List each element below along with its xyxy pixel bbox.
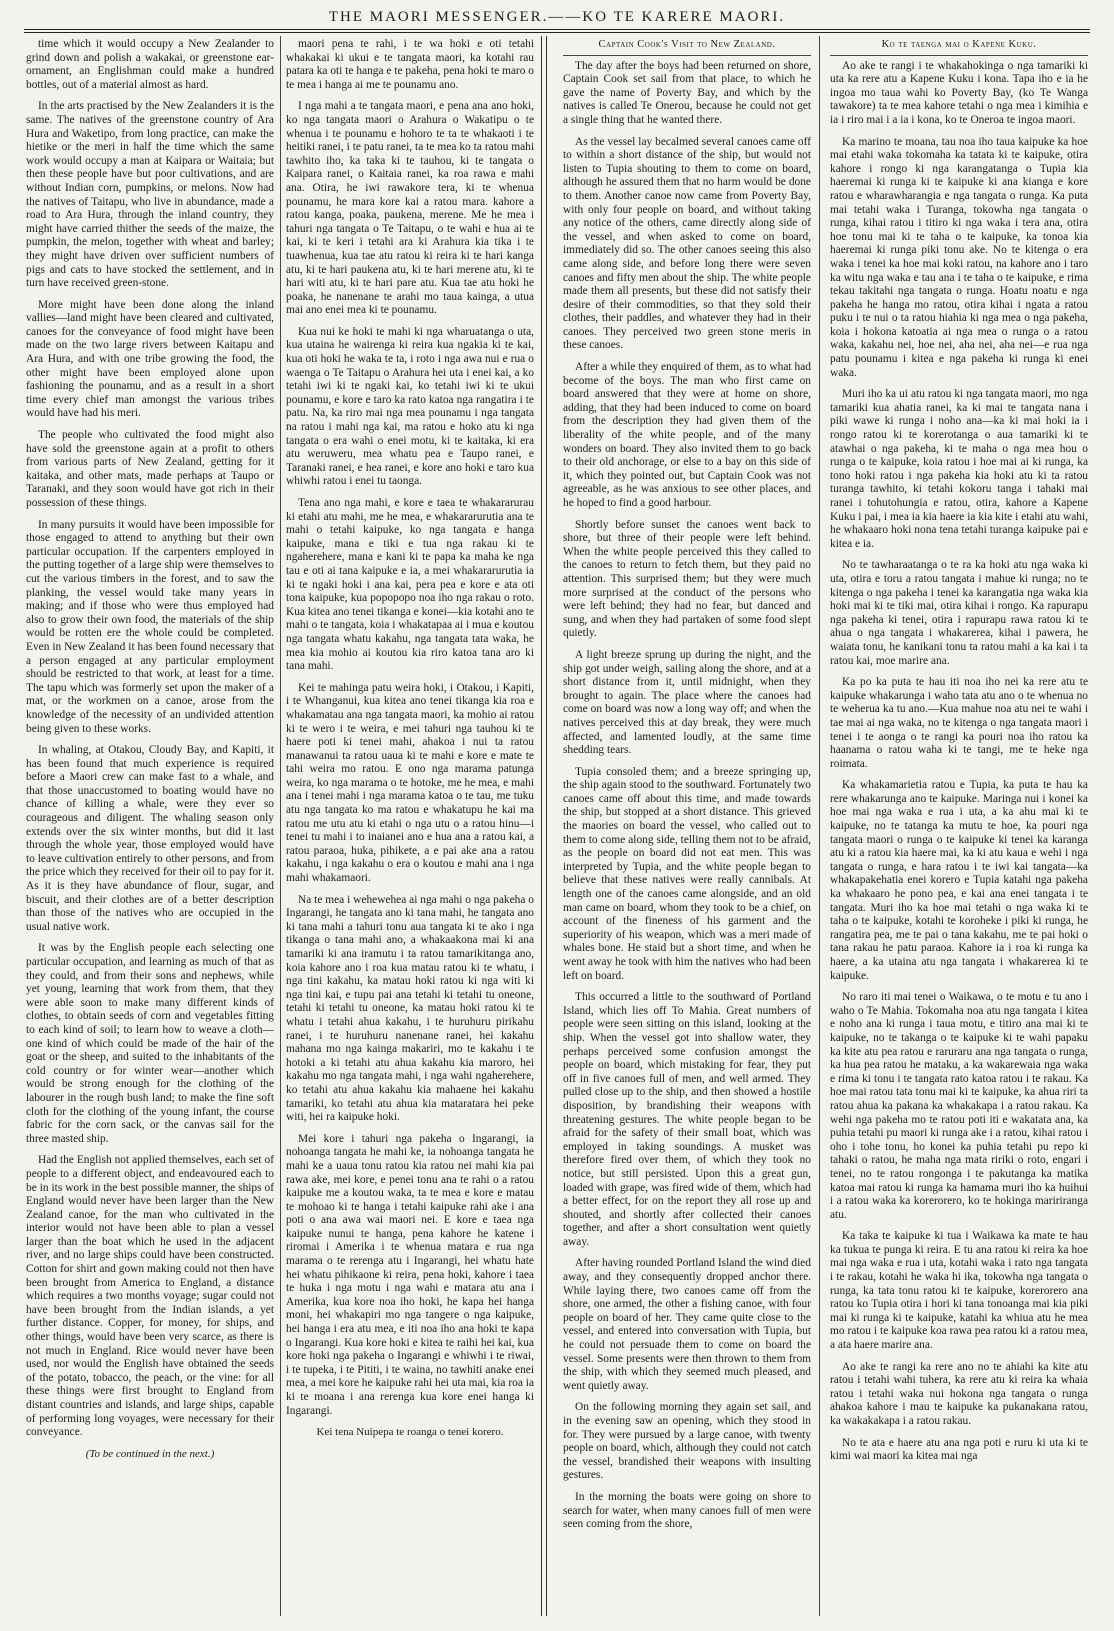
paragraph: Kua nui ke hoki te mahi ki nga wharuatanga o uta, kua utaina he wairenga ki reira kua ngakia ki te kai, kua oti hoki he waka te ta, i roto i nga awa nui e rua o waenga o Te Taitapu o Arahura hei uta i enei kai, a ko tetahi iwi ki te ngaki kai, ko tetahi iwi ki te ukui pounamu, e kore e taro ka rato katoa nga rangatira i te patu. Na, ka riro mai nga mea pounamu i nga tangata na ratou i mahi nga kai, ma ratou e hoko atu ki nga tangata o era wahi o enei motu, ki te kaitaka, ki era atu weruweru, mea whatu pea e Taupo ranei, e Taranaki ranei, e hea ranei, e kore ano hoki e taro kua whiwhi ratou i enei tu taonga. <box>286 325 534 488</box>
paragraph: The people who cultivated the food might also have sold the greenstone again at a profit to others from various parts of New Zealand, getting for it kaitaka, and other mats, made perhaps at Taupo or Taranaki, and they soon would have got rich in their possession of these things. <box>26 429 274 509</box>
paragraph: No te ata e haere atu ana nga poti e ruru ki uta ki te kimi wai maori ka kitea mai nga <box>830 1436 1088 1463</box>
paragraph: In the arts practised by the New Zealanders it is the same. The natives of the greenstone country of Ara Hura and Waketipo, from long practice, can make the hietike or the meri in half the time which the same work would occupy a man at Kaipara or Waitaia; but then these people have but poor cultivations, and are without Indian corn, pumpkins, or melons. Now had the natives of Taitapu, who live in abundance, made a road to Ara Hura, through the inland country, they might have carried thither the seeds of the maize, the pumpkin, the melon, together with wheat and barley; they might have driven over sufficient numbers of pigs and cats to have stocked the settlement, and in turn have received green-stone. <box>26 100 274 290</box>
column-divider <box>819 36 820 1616</box>
paragraph: Shortly before sunset the canoes went back to shore, but three of their people were left behind. When the white people perceived this they called to the canoes to return to fetch them, but they paid no attention. This surprised them; but they were much more surprised at the conduct of the persons who were left behind; they had no fear, but danced and sung, and when they had partaken of some food slept quietly. <box>563 518 811 640</box>
paragraph: Kei te mahinga patu weira hoki, i Otakou, i Kapiti, i te Whanganui, kua kitea ano tenei tikanga kia roa e whakamatau ana nga tangata maori, ka mohio ai ratou ki te wero i te weira, e mei tahuri nga tauhou ki te haere poti ki tenei mahi, ahakoa i nui ta ratou manawanui ta ratou uaua ki te mahi e kore e mate te tahi weira mo ratou. E ono nga marama patunga weira, ko nga marama o te hotoke, me he mea, e mahi ana i tenei mahi i nga marama katoa o te tau, me tuku atu nga tangata ko ma ratou e whakatupu he kai ma ratou me utu atu ki etahi o nga utu o a ratou hinu—i tenei tu mahi i to inaianei ano e hua ana a ratou kai, a ratou paraoa, huka, pihikete, a e pai ake ana a ratou kakahu, i nga kakahu o era o koutou e mahi ana i nga mahi whakamaori. <box>286 681 534 885</box>
article-heading: Captain Cook's Visit to New Zealand. <box>563 38 811 56</box>
paragraph: Na te mea i wehewehea ai nga mahi o nga pakeha o Ingarangi, he tangata ano ki tana mahi, he tangata ano ki tana mahi a tahuri tonu aua tangata ki te ako i nga tikanga o tana mahi ano, a whakaakona mai ki ana tamariki ki ana iramutu i ta ratou tamarikitanga ano, koia kahore ano i roa kua matau ratou ki te whatu, i nga tini kakahu, ka matau hoki ratou ki nga witi ki nga tini kai, e tupu pai ana tetahi ki tetahi tu oneone, tetahi ki tetahi tu oneone, ka matau hoki ratou ki te whatu i tetahi ahua kakahu, i te huruhuru pirikahu ranei, i te huruhuru nanenane ranei, hei kakahu mahana mo nga kainga makariri, mo te kakahu i te hotoki a ki tetahi atu ahua kakahu kia maroro, hei kakahu mo nga tangata mahi, i nga wahi ngaherehere, ko tetahi atu ahua kakahu kia mahaene hei kakahu tamariki, ko tetahi atu ahua kia mataratara hei peke witi, hei ra kaipuke hoki. <box>286 893 534 1124</box>
column-2-maori <box>286 38 534 1613</box>
column-divider-double <box>541 36 542 1616</box>
article-heading: Ko te taenga mai o Kapene Kuku. <box>830 38 1088 56</box>
paragraph: No raro iti mai tenei o Waikawa, o te motu e tu ano i waho o Te Mahia. Tokomaha noa atu nga tangata i kitea e noho ana ki runga i taua motu, e titiro ana mai ki te kaipuke, no te takanga o te kaipuke ki te wahi papaku ka kite atu pea ratou e raruraru ana nga tangata o runga, ka hua pea ratou he mataku, a ka wakarewaia nga waka e rima ki tonu i te tangata rato katoa ratou i te rakau. Ka hoe mai ratou tata tonu mai ki te kaipuke, ka ahua riri ta ratou ahua ka pakana ka whakakapa i a ratou rakau. Ka wehi nga pakeha mo te ratou poti iti e wakatata ana, ka puhia tetahi pu maori ki runga ake i a ratou, kihai ratou i oho i tohe tonu, ho konei ka puhia tetahi pu repo ki tahaki o ratou, he maha nga mata ririki o roto, engari i tenei, no te ratou rongonga i te pakutanga ka matika katoa mai ratou ki runga ka hamama muri iho ka huihui i a ratou waka ka korerorero, ko te hokinga maririranga atu. <box>830 991 1088 1221</box>
masthead-rule <box>24 29 1090 30</box>
paragraph: Ka marino te moana, tau noa iho taua kaipuke ka hoe mai etahi waka tokomaha ka tatata ki te kaipuke, otira kahore i rongo ki nga karangatanga o Tupia kia haeremai ki runga ki te kaipuke ki ana kianga e kore ratou e wharawharangia e nga tangata o runga. Ka puta mai tetahi waka i Turanga, tokowha nga tangata o runga, kihai ratou i titiro ki nga waka i tera ana, otira hoe tonu mai ki te taha o te kaipuke, ka tonoa kia haeremai ki runga piki tonu ake. No te kitenga o era waka i tenei ka hoe mai koki ratou, na kahore ano i taro ka witu nga waka e tau ana i te taha o te kaipuke, e rima tekau takitahi nga tangata o runga. Hoatu noatu e nga pakeha he hanga mo ratou, otira kihai i ngata a ratou puku i te nui o ta ratou hiahia ki nga mea o nga pakeha, koia i hokona katoatia ai nga mea o runga o a ratou waka, kakahu nei, hoe nei, aha nei, aha nei—e rua nga patu pounamu i kitea e nga pakeha ki runga ki enei waka. <box>830 135 1088 379</box>
paragraph: It was by the English people each selecting one particular occupation, and learning as much of that as they could, and from their sons and nephews, while yet young, learning that work from them, that they were able soon to make many different kinds of clothes, to obtain seeds of corn and vegetables fitting to each kind of soil; to learn how to weave a cloth—one kind of which could be made of the hair of the goat or the sheep, and suited to the inhabitants of the cold country or for winter wear—another which would be strong enough for the clothing of the labourer in the rough bush land; to make the fine soft cloth for the clothing of the young infant, the course fabric for the corn sack, or the canvas sail for the three masted ship. <box>26 942 274 1145</box>
paragraph: The day after the boys had been returned on shore, Captain Cook set sail from that place, to which he gave the name of Poverty Bay, and which by the natives is called Te Onerou, because he could not get a single thing that he wanted there. <box>563 59 811 126</box>
paragraph: Ka po ka puta te hau iti noa iho nei ka rere atu te kaipuke whakarunga i waho tata atu ano o te whenua no te weherua ka tu ano.—Kua mahue noa atu nei te wahi i tae mai ai nga waka, no te kitenga o nga tangata maori i tenei i te aonga o te rangi ka pouri noa iho ratou ka haanama o ratou waha ki te tangi, me te heke nga roimata. <box>830 676 1088 770</box>
paragraph: I nga mahi a te tangata maori, e pena ana ano hoki, ko nga tangata maori o Arahura o Wakatipu o te whenua i te pounamu e hohoro te ta te whakaoti i te heitiki ranei, i te patu ranei, ta te mea ko ta ratou mahi tawhito iho, ka taka ki te tauhou, ki te tangata o Kaipara ranei, o Kaitaia ranei, ka roa rawa e mahi ana. Otira, he iwi rawakore tera, ki te whenua pounamu, he mara kore kai a ratou mara. kahore a ratou kanga, poaka, paukena, merene. Me he mea i tahuri nga tangata o Te Taitapu, o te wahi e hua ai te kai, ki te keri i tetahi ara ki Arahura kia tika i te tuawhenua, kua tae atu ratou ki reira ki te hari kanga atu, ki te hari paukena atu, ki te hari merene atu, ki te hari witi atu, ki te hari pare atu. Kua tae atu hoki he poaka, he nanenane te arahi mo taua kainga, a utua mai ano enei mea ki te pounamu. <box>286 100 534 317</box>
paragraph: Mei kore i tahuri nga pakeha o Ingarangi, ia nohoanga tangata he mahi ke, ia nohoanga tangata he mahi ke a uaua tonu ratou kia ratou nei mahi kia pai rawa ake, mei kore, e penei tonu ana te rahi o a ratou kaipuke me a koutou waka, ta te mea e kore e matau te mohoao ki te hanga i tetahi kaipuke rahi ake i ana poti o ana awa wai maori nei. E kore e taea nga kaipuke nunui te hanga, pena kahore he katene i riromai i Amerika i te whenua matara e rua nga marama o te rerenga atu i Ingarangi, hei whatu hate hei whatu pihikaone ki reira, pena hoki, kahore i taea te huka i nga motu i nga wahi e matara atu ana i Amerika, kua kore noa iho hoki, he kapa hei hanga moni, hei whakapiri mo nga tangere o nga kaipuke, hei hanga i era atu mea, e iti noa iho ana hoki te kapa o Ingarangi. Kua kore hoki e kitea te raihi hei kai, kua kore hoki nga pakeha o Ingarangi e whiwhi i te riwai, i te tupeka, i te Pititi, i te waina, no tawhiti anake enei mea, a mei kore he kaipuke rahi hei uta mai, kia roa ia ki te moana i ana rerenga kua kore enei hanga ki Ingarangi. <box>286 1132 534 1417</box>
paragraph: This occurred a little to the southward of Portland Island, which lies off To Mahia. Great numbers of people were seen sitting on this island, looking at the ship. When the vessel got into shallow water, they perhaps perceived some confusion amongst the people on board, which mistaking for fear, they put off in five canoes full of men, and well armed. They pulled close up to the ship, and then showed a hostile disposition, by brandishing their weapons with threatening gestures. The white people began to be afraid for the safety of their small boat, which was employed in taking soundings. A musket was therefore fired over them, of which they took no notice, but still persisted. Upon this a great gun, loaded with grape, was fired wide of them, which had a better effect, for on the report they all rose up and shouted, and shortly after collected their canoes together, and after a short consultation went quietly away. <box>563 991 811 1248</box>
masthead: THE MAORI MESSENGER.——KO TE KARERE MAORI. <box>328 9 786 25</box>
column-4-maori <box>830 38 1088 1613</box>
paragraph: As the vessel lay becalmed several canoes came off to within a short distance of the ship, but would not listen to Tupia shouting to them to come on board, although he assured them that no harm would be done to them. Another canoe now came from Poverty Bay, with only four people on board, and without taking any notice of the others, came directly along side of the vessel, and when asked to come on board, immediately did so. The other canoes seeing this also came along side, and before long there were seven canoes and fifty men about the ship. The white people made them all presents, but these did not satisfy their desire of their commodities, so that they sold their clothes, their paddles, and whatever they had in their canoes. They perceived two green stone meris in these canoes. <box>563 135 811 352</box>
column-divider <box>280 36 281 1616</box>
paragraph: Muri iho ka ui atu ratou ki nga tangata maori, mo nga tamariki kua ahatia ranei, ka ki mai te tangata nana i piki wawe ki runga i noho ana—ka ki mai hoki ia i rongo ratou ki te korerotanga o aua tamariki ki te atawhai o nga pakeha, ki te maha o nga mea hou o runga o te kaipuke, koia ratou i hoe mai ai ki runga, ka tono hoki ratou i nga pakeha kia hoki atu ki ta ratou turanga tawhito, ki tetahi kokoru tanga i tahaki mai ranei i tohutohungia e ratou, otira, kahore a Kapene Kuku i pai, i mea ia kia haere ia kia kite i etahi atu wahi, he whakaaro hoki nona tena tetahi turanga kaipuke pai e kitea e ia. <box>830 388 1088 550</box>
paragraph: Ao ake te rangi i te whakahokinga o nga tamariki ki uta ka rere atu a Kapene Kuku i kona. Tapa iho e ia he ingoa mo taua wahi ko Poverty Bay, (ko Te Wanga tawakore) ta te mea kahore tetahi o nga mea i kimihia e ia i riro mai i a ia i kona, ko te Oneroa te ingoa maori. <box>830 59 1088 126</box>
paragraph: In whaling, at Otakou, Cloudy Bay, and Kapiti, it has been found that much experience is required before a Maori crew can make fast to a whale, and that those unaccustomed to boating would have no chance of killing a whale, were they ever so courageous and diligent. The whaling season only extends over the six winter months, but did it last through the whole year, those employed would have to leave cultivation entirely to other persons, and from the price which they received for their oil to pay for it. As it is they have abundance of flour, sugar, and biscuit, and their clothes are of a better description than those of the natives who are occupied in the usual native work. <box>26 744 274 933</box>
paragraph: On the following morning they again set sail, and in the evening saw an opening, which they stood in for. They were pursued by a large canoe, with twenty people on board, which, although they could not catch the vessel, brandished their weapons with insulting gestures. <box>563 1401 811 1482</box>
paragraph: No te tawharaatanga o te ra ka hoki atu nga waka ki uta, otira e toru a ratou tangata i mahue ki runga; no te kitenga o nga pakeha i tenei ka karangatia nga waka kia hoki mai ki te tiki mai, otira kihai i rongo. Ka rapurapu nga pakeha ki tenei, otira i rapurapu rawa ratou ki te ahua o nga tangata i whakarerea, kihai i pawera, he waiata tonu, he kanikani tonu ta ratou mahi a ka kai i ta ratou kai, moe marire ana. <box>830 559 1088 667</box>
paragraph: Ao ake te rangi ka rere ano no te ahiahi ka kite atu ratou i tetahi wahi tuhera, ka rere atu ki reira ka whaia ratou i tetahi waka nui hokona nga tangata o runga ahakoa kahore i mau te kaipuke ka pukanakana ratou, ka wakakakapa i a ratou rakau. <box>830 1360 1088 1427</box>
paragraph: Ka whakamarietia ratou e Tupia, ka puta te hau ka rere whakarunga ano te kaipuke. Maringa nui i konei ka hoe mai nga waka e rua i uta, a ka ahu mai ki te kaipuke, no te tatanga ka mutu te hoe, ka pouri nga tangata maori o runga o te kaipuke ki tenei ka karanga atu ki a ratou kia haere mai, ka ki atu kaua e wehi i nga tangata o runga, e hara ratou i te iwi kai tangata—ka whakapakehatia enei korero e Tupia katahi nga pakeha ka whakaaro he pono pea, e kai ana enei tangata i te tangata. Muri iho ka hoe mai tetahi o nga waka ki te taha o te kaipuke, kotahi te koroheke i piki ki runga, he rangatira pea, me te pai o tana kakahu, me te pai hoki o tana rakau he patu paraoa. Kahore ia i roa ki runga ka haere, a ka utaina atu nga tangata i whakarerea ki te kaipuke. <box>830 779 1088 982</box>
paragraph: maori pena te rahi, i te wa hoki e oti tetahi whakakai ki ukui e te tangata maori, ka kotahi rau patara ka oti te hanga e te pakeha, pena hoki te maro o te mea i hanga ai me te pounamu ano. <box>286 38 534 91</box>
paragraph: Had the English not applied themselves, each set of people to a different object, and endeavoured each to be in its work in the best possible manner, the ships of England would never have been larger than the New Zealand canoe, for the man who cultivated in the interior would not have been able to plan a vessel larger than the boat which he used in the adjacent river, and no large ships could have been constructed. Cotton for shirt and gown making could not then have been brought from America to England, a distance which requires a two months voyage; sugar could not have been brought from the Indian islands, a yet further distance. Copper, for money, for ships, and other things, would have been very scarce, as there is not much in England. Rice would never have been used, nor would the English have obtained the seeds of the potato, tobacco, the peach, or the vine: for all these things were first brought to England from distant countries and islands, and large ships, capable of performing long voyages, were necessary for their conveyance. <box>26 1154 274 1439</box>
paragraph: Tena ano nga mahi, e kore e taea te whakararurau ki etahi atu mahi, me he mea, e whakararurutia ana te mahi o tetahi kaipuke, ko nga tangata e hanga kaipuke, mana e tiki e tua nga rakau ki te ngaherehere, mana e kani ki te papa ka maha ke nga tau e oti ai tana kaipuke e ia, a mei whakararurutia ia ki te ngaki hoki i ana kai, pera pea e kore e ata oti tona kaipuke, kua popopopo noa iho nga rakau o roto. Kua kitea ano tenei tikanga e konei—kia kotahi ano te mahi o te tangata, koia i whakatapaa ai i mua e koutou nga tangata whatu kakahu, nga tangata tata waka, he mea kia mohio ai koutou kia riro katoa tana aro ki tana mahi. <box>286 497 534 673</box>
continued-note: Kei tena Nuipepa te roanga o tenei korero. <box>316 1426 504 1439</box>
paragraph: After having rounded Portland Island the wind died away, and they consequently dropped anchor there. While laying there, two canoes came off from the shore, one armed, the other a fishing canoe, with four people on board of her. They came quite close to the vessel, and entered into conversation with Tupia, but he could not persuade them to come on board the vessel. Some presents were then thrown to them from the ship, with which they seemed much pleased, and went quietly away. <box>563 1257 811 1392</box>
paragraph: In many pursuits it would have been impossible for those engaged to attend to anything but their own particular occupation. If the carpenters employed in the putting together of a large ship were themselves to cut the various timbers in the forest, and to saw the planking, the vessel would take many years in making; and if those who were thus employed had also to grow their own food, the materials of the ship would be rotten ere the whole could be completed. Even in New Zealand it has been found necessary that a person engaged at any particular employment should be restricted to that work, at least for a time. The tapu which was formerly set upon the maker of a mat, or the workmen on a canoe, arose from the knowledge of the necessity of an undivided attention being given to these works. <box>26 518 274 735</box>
paragraph: time which it would occupy a New Zealander to grind down and polish a wakakai, or greenstone ear-ornament, an Englishman could make a hundred bottles, out of a material almost as hard. <box>26 38 274 91</box>
paragraph: A light breeze sprung up during the night, and the ship got under weigh, sailing along the shore, and at a short distance from it, until midnight, when they brought to again. The place where the canoes had come on board was now a long way off; and when the natives perceived this at day break, they were much affected, and lamented loudly, at the same time shedding tears. <box>563 648 811 757</box>
column-3-english <box>563 38 811 1613</box>
paragraph: After a while they enquired of them, as to what had become of the boys. The man who first came on board answered that they were at home on shore, adding, that they had been induced to come on board from the description they had given them of the liberality of the white people, and of the many wonders on board. They also invited them to go back to their old anchorage, or else to a bay on this side of it, which they pointed out, but Captain Cook was not agreeable, as he was anxious to see other places, and he hoped to find a good harbour. <box>563 361 811 509</box>
continued-note: (To be continued in the next.) <box>85 1447 215 1460</box>
paragraph: Ka taka te kaipuke ki tua i Waikawa ka mate te hau ka tukua te punga ki reira. E tu ana ratou ki reira ka hoe mai nga waka e rua i uta, kotahi waka i rato nga tangata i te rakau, kotahi he waka hi ika, tokowha nga tangata o runga, ka tata tonu ratou ki te kaipuke, korerorero ana ratou ko Tupia otira i hori ki tana tonoanga mai kia piki mai ki runga ki te kaipuke, katahi ka whiua atu he mea mo ratou i te kaipuke koa rawa pea ratou ki a ratou mea, a ata haere marire ana. <box>830 1230 1088 1352</box>
column-divider-double <box>546 36 547 1616</box>
masthead-rule-thin <box>24 32 1090 33</box>
paragraph: More might have been done along the inland vallies—land might have been cleared and cultivated, canoes for the conveyance of food might have been made on the two large rivers between Kaitapu and Ara Hura, and with one tribe growing the food, the other might have been employed alone upon fashioning the pounamu, and as a result in a short time every chief man amongst the various tribes would have had his meri. <box>26 298 274 420</box>
paragraph: Tupia consoled them; and a breeze springing up, the ship again stood to the southward. Fortunately two canoes came off about this time, and made towards the ship, but stopped at a short distance. This grieved the maories on board the vessel, who called out to them to come along side, telling them not to be afraid, as the people on board did not eat men. This was interpreted by Tupia, and the white people began to believe that these natives were really cannibals. At length one of the canoes came alongside, and an old man came on board, whom they took to be a chief, on account of the fineness of his garment and the superiority of his weapon, which was a meri made of whales bone. He staid but a short time, and when he went away he took with him the natives who had been left on board. <box>563 765 811 982</box>
paragraph: In the morning the boats were going on shore to search for water, when many canoes full of men were seen coming from the shore, <box>563 1490 811 1531</box>
column-1-english <box>26 38 274 1613</box>
